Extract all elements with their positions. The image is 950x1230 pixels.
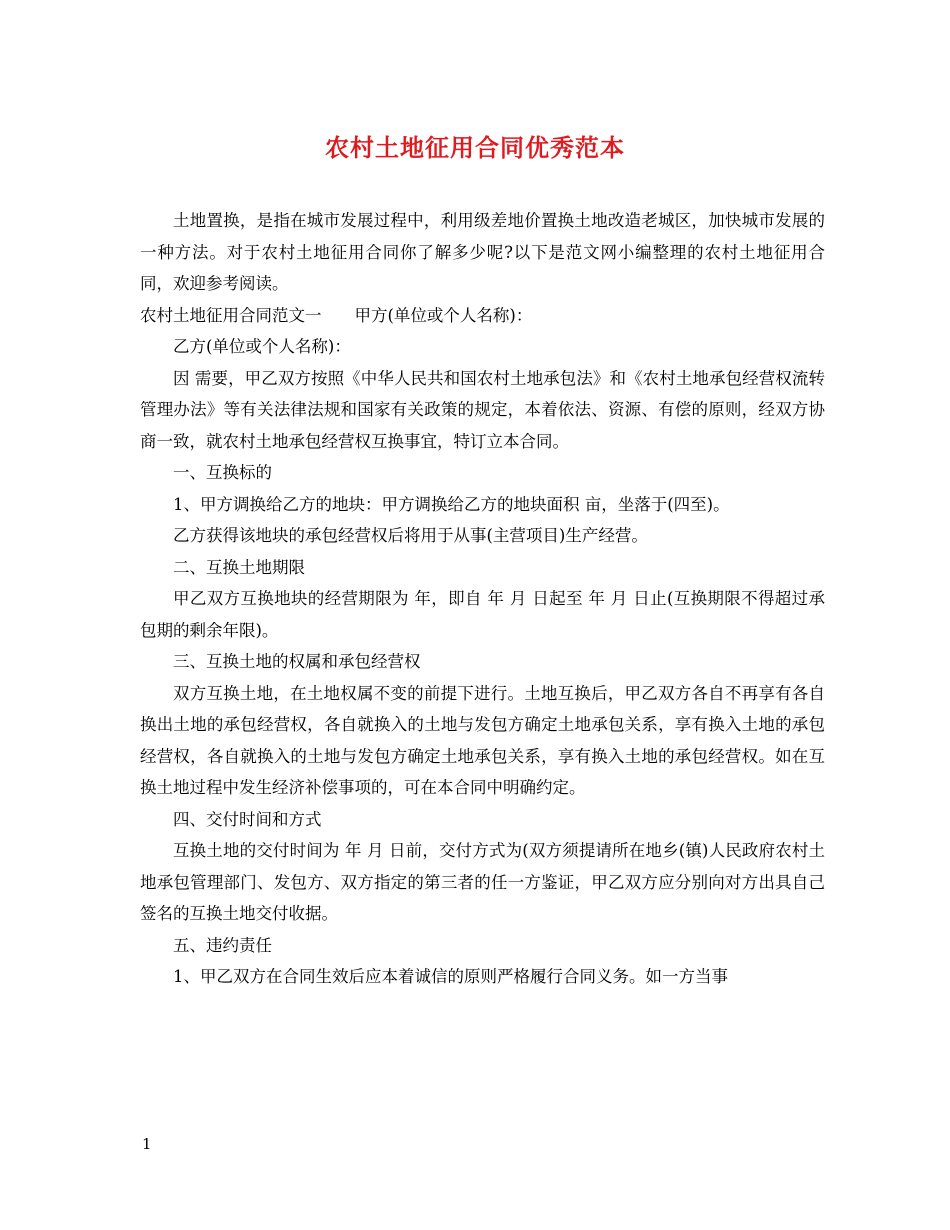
section-2-paragraph: 甲乙双方互换地块的经营期限为 年，即自 年 月 日起至 年 月 日止(互换期限不得超过承包期的剩余年限)。 <box>140 589 825 640</box>
section-1-item-2: 乙方获得该地块的承包经营权后将用于从事(主营项目)生产经营。 <box>173 526 648 545</box>
preamble-paragraph: 因 需要，甲乙双方按照《中华人民共和国农村土地承包法》和《农村土地承包经营权流转管理办法》等有关法律法规和国家有关政策的规定，本着依法、资源、有偿的原则，经双方协商一致，就农村土地承包经营权互换事宜，特订立本合同。 <box>140 368 825 451</box>
intro-paragraph: 土地置换，是指在城市发展过程中，利用级差地价置换土地改造老城区，加快城市发展的一种方法。对于农村土地征用合同你了解多少呢?以下是范文网小编整理的农村土地征用合同，欢迎参考阅读。 <box>140 211 825 293</box>
party-b-line: 乙方(单位或个人名称)： <box>173 337 351 356</box>
document-body <box>140 205 825 993</box>
section-1-item-1: 1、甲方调换给乙方的地块：甲方调换给乙方的地块面积 亩，坐落于(四至)。 <box>173 494 730 514</box>
section-heading-5: 五、违约责任 <box>173 935 272 955</box>
page-number: 1 <box>142 1135 152 1153</box>
document-title: 农村土地征用合同优秀范本 <box>325 133 625 162</box>
template-heading-party-a: 农村土地征用合同范文一 甲方(单位或个人名称)： <box>140 305 533 325</box>
section-4-paragraph: 互换土地的交付时间为 年 月 日前，交付方式为(双方须提请所在地乡(镇)人民政府农村土地承包管理部门、发包方、双方指定的第三者的任一方鉴证，甲乙双方应分别向对方出具自己签名的互换土地交付收据。 <box>140 841 825 923</box>
section-heading-2: 二、互换土地期限 <box>173 557 305 577</box>
section-heading-4: 四、交付时间和方式 <box>173 809 322 829</box>
section-heading-1: 一、互换标的 <box>173 463 272 482</box>
section-heading-3: 三、互换土地的权属和承包经营权 <box>173 652 421 671</box>
section-5-item-1: 1、甲乙双方在合同生效后应本着诚信的原则严格履行合同义务。如一方当事 <box>173 967 728 986</box>
section-3-paragraph: 双方互换土地，在土地权属不变的前提下进行。土地互换后，甲乙双方各自不再享有各自换出土地的承包经营权，各自就换入的土地与发包方确定土地承包关系，享有换入土地的承包经营权，各自就换入的土地与发包方确定土地承包关系，享有换入土地的承包经营权。如在互换土地过程中发生经济补偿事项的，可在本合同中明确约定。 <box>140 683 825 797</box>
